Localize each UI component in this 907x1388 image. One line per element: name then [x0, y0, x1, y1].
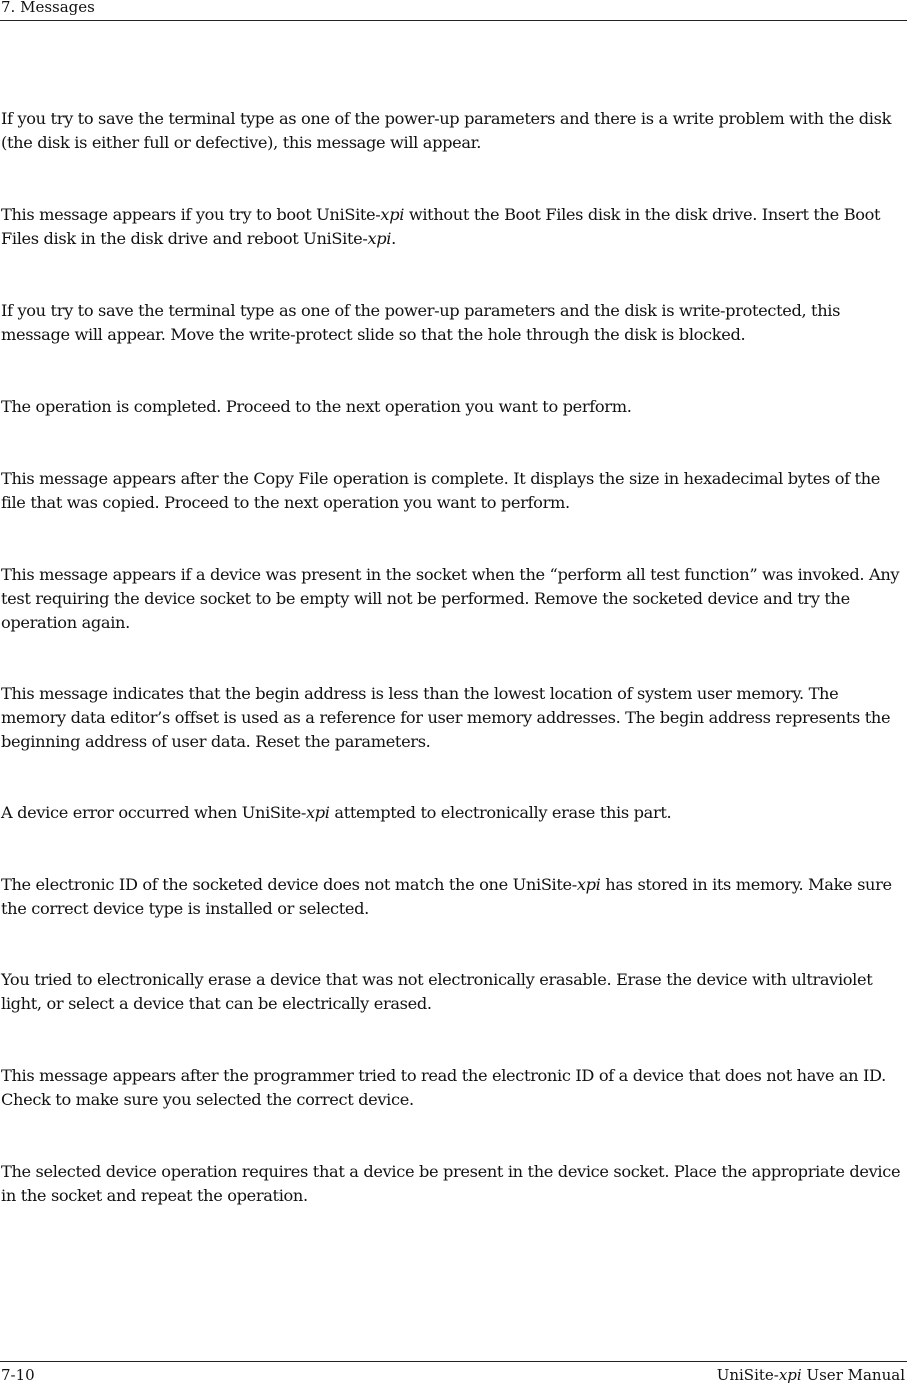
page-header — [0, 0, 907, 21]
message-description: This message appears if you try to boot UniSite-xpi without the Boot Files disk in the disk drive. Insert the Boot Files disk in the disk drive and reboot UniSite-xpi. — [1, 205, 881, 248]
manual-title: UniSite-xpi User Manual — [716, 1366, 905, 1384]
message-description: The selected device operation requires that a device be present in the device socket. Place the appropriate device in the socket and repeat the operation. — [1, 1162, 901, 1205]
page-number: 7-10 — [1, 1366, 35, 1384]
message-description: This message indicates that the begin address is less than the lowest location of system user memory. The memory data editor’s offset is used as a reference for user memory addresses. The begin address represents the beginning address of user data. Reset the parameters. — [1, 684, 891, 751]
message-description: If you try to save the terminal type as one of the power-up parameters and the disk is write-protected, this message will appear. Move the write-protect slide so that the hole through the disk is blocked. — [1, 301, 841, 344]
page-footer — [0, 1361, 907, 1388]
message-description: The electronic ID of the socketed device does not match the one UniSite-xpi has stored in its memory. Make sure the correct device type is installed or selected. — [1, 875, 892, 918]
message-description: This message appears after the programmer tried to read the electronic ID of a device that does not have an ID. Check to make sure you selected the correct device. — [1, 1066, 886, 1109]
section-title: 7. Messages — [1, 0, 95, 16]
message-description: If you try to save the terminal type as one of the power-up parameters and there is a write problem with the disk (the disk is either full or defective), this message will appear. — [1, 109, 892, 152]
message-description: The operation is completed. Proceed to the next operation you want to perform. — [1, 397, 632, 416]
message-description: This message appears after the Copy File operation is complete. It displays the size in hexadecimal bytes of the file that was copied. Proceed to the next operation you want to perform. — [1, 469, 881, 512]
message-description: You tried to electronically erase a device that was not electronically erasable. Erase the device with ultraviolet light, or select a device that can be electrically erased. — [1, 970, 873, 1013]
message-description: This message appears if a device was present in the socket when the “perform all test function” was invoked. Any test requiring the device socket to be empty will not be performed. Remove the socketed device and try the operation again. — [1, 565, 900, 632]
message-description: A device error occurred when UniSite-xpi attempted to electronically erase this part. — [1, 803, 672, 822]
